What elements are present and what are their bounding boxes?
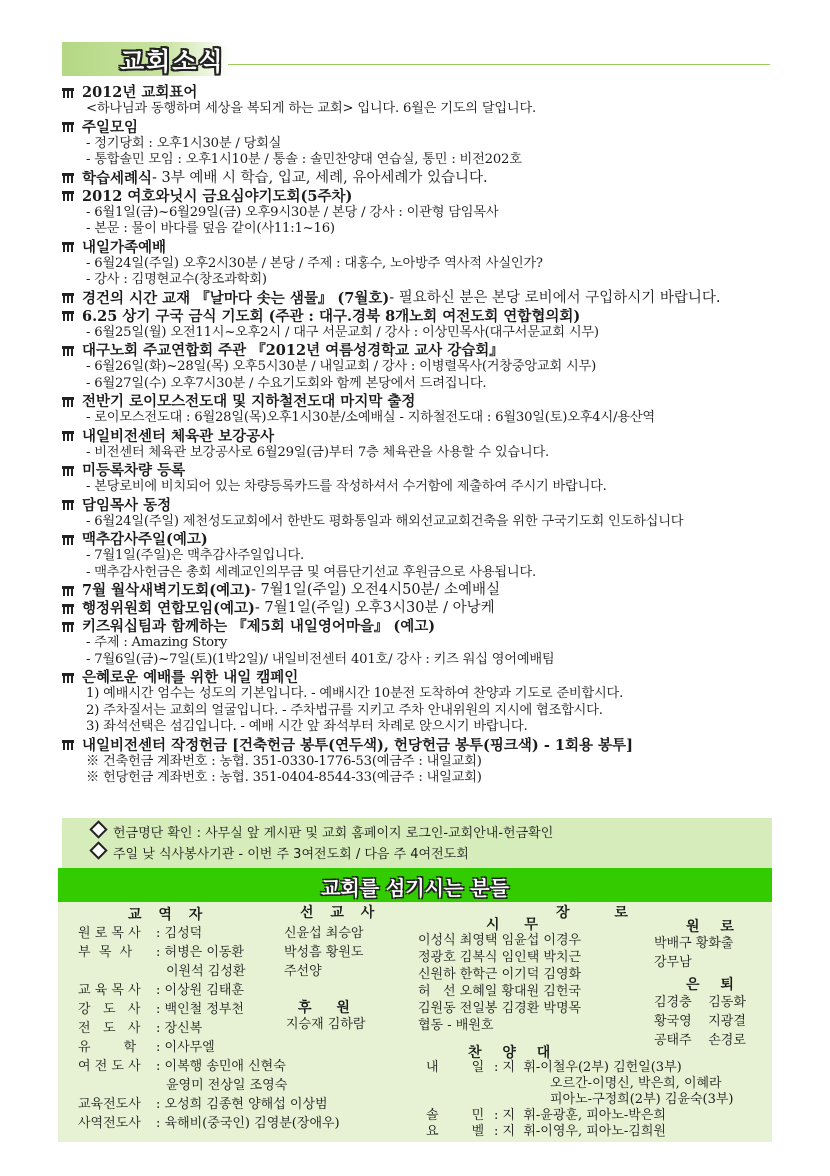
choir-row xyxy=(426,1076,734,1092)
active-elder-row: 정광호 김복식 임인택 박치근 xyxy=(418,950,582,965)
missionary-names: 박성흠 황원도 xyxy=(284,945,364,960)
news-item-detail: - 6월25일(월) 오전11시~오후2시 / 대구 서문교회 / 강사 : 이상민목사(대구서문교회 시무) xyxy=(86,324,599,340)
news-item-heading: 6.25 상기 구국 금식 기도회 (주관 : 대구.경북 8개노회 여전도회 연합협의회) xyxy=(82,307,581,325)
diamond-bullet-icon xyxy=(89,820,107,838)
news-item xyxy=(62,531,782,581)
retired-list xyxy=(654,993,746,1050)
bullet-icon xyxy=(62,431,74,441)
choir-detail: : 지 휘-이영우, 피아노-김희원 xyxy=(494,1124,666,1139)
news-item xyxy=(62,582,782,599)
missionary-list xyxy=(284,924,363,981)
news-item-heading: 2012년 교회표어 xyxy=(82,84,198,101)
news-item-heading: 주일모임 xyxy=(82,118,139,136)
news-item-inline-detail: - 필요하신 분은 본당 로비에서 구입하시기 바랍니다. xyxy=(389,289,721,306)
emeritus-names: 박배구 황화출 xyxy=(654,936,734,951)
retired-names: 김경충 김동화 xyxy=(654,995,746,1010)
news-item-title xyxy=(62,531,782,548)
bullet-icon xyxy=(62,586,74,596)
staff-banner xyxy=(58,868,772,902)
clergy-role: 교육전도사 xyxy=(78,1097,141,1112)
news-item-detail: ※ 헌당헌금 계좌번호 : 농협. 351-0404-8544-33(예금주 : 내일교회) xyxy=(86,770,482,785)
emeritus-list xyxy=(654,934,733,972)
choir-row xyxy=(426,1108,734,1124)
choir-row xyxy=(426,1060,734,1076)
clergy-role: 유 학 xyxy=(78,1040,137,1055)
active-elder-heading: 시 무 xyxy=(486,917,548,933)
news-item xyxy=(62,188,782,238)
clergy-names: : 김성덕 xyxy=(156,926,203,941)
bullet-icon xyxy=(62,466,74,476)
news-item xyxy=(62,84,782,118)
news-item-heading: 7월 월삭새벽기도회(예고) xyxy=(82,582,251,599)
news-item-heading: 은혜로운 예배를 위한 내일 캠페인 xyxy=(82,669,299,686)
news-item-inline-detail: - 7월1일(주일) 오전4시50분/ 소예배실 xyxy=(250,582,501,598)
news-item xyxy=(62,342,782,392)
news-item-title xyxy=(62,239,782,256)
choir-name: 요 벨 xyxy=(426,1124,485,1139)
news-item-detail: - 6월24일(주일) 제천성도교회에서 한반도 평화통일과 해외선교교회건축을 위한 구국기도회 인도하십니다 xyxy=(86,513,684,529)
clergy-names: : 장신복 xyxy=(156,1021,203,1036)
news-item-detail: - 6월26일(화)~28일(목) 오후5시30분 / 내일교회 / 강사 : 이병렬목사(거창중앙교회 시무) xyxy=(86,359,597,374)
clergy-role: 전 도 사 xyxy=(78,1021,141,1036)
emeritus-names: 강무남 xyxy=(654,955,692,970)
section-header xyxy=(62,40,770,80)
choir-name: 내 일 xyxy=(426,1060,485,1075)
news-item xyxy=(62,462,782,496)
news-item-detail: - 6월24일(주일) 오후2시30분 / 본당 / 주제 : 대홍수, 노아방주 역사적 사실인가? xyxy=(86,255,543,271)
clergy-names: : 이사무엘 xyxy=(156,1040,215,1055)
clergy-role: 부 목 사 xyxy=(78,945,133,960)
news-item-heading: 내일비전센터 체육관 보강공사 xyxy=(82,427,275,445)
bullet-icon xyxy=(62,740,74,750)
news-item-heading: 경건의 시간 교재 『날마다 솟는 샘물』 (7월호) xyxy=(82,289,390,307)
choir-heading: 찬 양 대 xyxy=(468,1045,559,1061)
bullet-icon xyxy=(62,397,74,407)
news-item-heading: 담임목사 동정 xyxy=(82,496,172,514)
news-item xyxy=(62,393,782,427)
clergy-names: : 오성희 김종현 양해섭 이상범 xyxy=(156,1097,328,1112)
missionary-names: 주선양 xyxy=(284,964,322,979)
news-item-heading: 내일비전센터 작정헌금 [건축헌금 봉투(연두색), 헌당헌금 봉투(핑크색) - 1회용 봉투] xyxy=(82,736,633,754)
news-item-heading: 2012 여호와닛시 금요심야기도회(5주차) xyxy=(82,187,353,205)
news-item-title xyxy=(62,188,782,205)
bullet-icon xyxy=(62,122,74,132)
bullet-icon xyxy=(62,535,74,545)
news-item xyxy=(62,737,782,787)
choir-row xyxy=(426,1092,734,1108)
clergy-names: : 백인철 정부천 xyxy=(156,1002,244,1017)
news-item-heading: 키즈워십팀과 함께하는 『제5회 내일영어마을』 (예고) xyxy=(82,618,436,635)
active-elder-row: 협동 - 배원호 xyxy=(418,1018,494,1033)
news-item xyxy=(62,290,782,307)
news-item-detail: - 주제 : Amazing Story xyxy=(86,635,228,650)
missionary-heading: 선 교 사 xyxy=(300,905,381,921)
clergy-role: 사역전도사 xyxy=(78,1116,141,1131)
staff-section xyxy=(58,902,772,1142)
news-item-detail: - 통합솔민 모임 : 오후1시10분 / 통솔 : 솔민찬양대 연습실, 통민 : 비전202호 xyxy=(86,152,522,167)
news-item-title xyxy=(62,428,782,445)
news-item-heading: 학습세례식 xyxy=(82,169,153,187)
choir-list xyxy=(426,1060,734,1140)
bullet-icon xyxy=(62,604,74,614)
news-item-detail: - 강사 : 김명현교수(창조과학회) xyxy=(86,272,267,287)
news-item-detail: - 7월1일(주일)은 맥추감사주일입니다. xyxy=(86,548,305,563)
news-item-heading: 행정위원회 연합모임(예고) xyxy=(82,600,255,617)
bullet-icon xyxy=(62,673,74,683)
bullet-icon xyxy=(62,88,74,98)
header-rule xyxy=(228,64,770,65)
news-item-detail: <하나님과 동행하며 세상을 복되게 하는 교회> 입니다. 6월은 기도의 달입니다. xyxy=(86,101,536,116)
choir-row xyxy=(426,1124,734,1140)
clergy-row xyxy=(78,1057,340,1076)
staff-banner-title: 교회를 섬기시는 분들 xyxy=(321,876,509,900)
news-item xyxy=(62,618,782,668)
news-item-heading: 전반기 로이모스전도대 및 지하철전도대 마지막 출정 xyxy=(82,393,416,410)
retired-heading: 은 퇴 xyxy=(686,977,742,993)
elder-heading: 장 로 xyxy=(556,905,648,921)
news-item-detail: 1) 예배시간 엄수는 성도의 기본입니다. - 예배시간 10분전 도착하여 찬양과 기도로 준비합시다. xyxy=(86,686,624,701)
news-item-detail: - 6월27일(수) 오후7시30분 / 수요기도회와 함께 본당에서 드려집니다. xyxy=(86,375,487,391)
clergy-row xyxy=(78,1114,340,1133)
clergy-role xyxy=(78,1076,156,1095)
news-item-detail: - 맥추감사헌금은 총회 세례교인의무금 및 여름단기선교 후원금으로 사용됩니다. xyxy=(86,564,536,580)
news-item-detail: - 로이모스전도대 : 6월28일(목)오후1시30분/소예배실 - 지하철전도대 : 6월30일(토)오후4시/용산역 xyxy=(86,410,655,425)
news-item-title xyxy=(62,342,782,359)
news-item-heading: 미등록차량 등록 xyxy=(82,462,186,479)
active-elder-row: 신원하 한학근 이기덕 김영화 xyxy=(418,967,582,982)
news-item xyxy=(62,170,782,187)
notice-line: 주일 낮 식사봉사기관 - 이번 주 3여전도회 / 다음 주 4여전도회 xyxy=(62,844,772,865)
bullet-icon xyxy=(62,622,74,632)
news-item-title xyxy=(62,669,782,686)
news-item xyxy=(62,428,782,462)
choir-detail: : 지 휘-이철우(2부) 김헌일(3부) xyxy=(494,1060,682,1075)
news-item-detail: 2) 주차질서는 교회의 얼굴입니다. - 주차법규를 지키고 주차 안내위원의 지시에 협조합시다. xyxy=(86,702,603,718)
news-item-title xyxy=(62,497,782,514)
news-item-title xyxy=(62,737,782,754)
active-elder-row: 이성식 최영택 임윤섭 이경우 xyxy=(418,933,582,948)
news-item-detail: - 본문 : 물이 바다를 덮음 같이(사11:1~16) xyxy=(86,221,335,236)
news-item-title xyxy=(62,462,782,479)
news-item-title xyxy=(62,308,782,325)
news-item-detail: ※ 건축헌금 계좌번호 : 농협. 351-0330-1776-53(예금주 : 내일교회) xyxy=(86,753,482,769)
news-item xyxy=(62,600,782,617)
clergy-names: : 이상원 김태훈 xyxy=(156,983,244,998)
clergy-names: 윤영미 전상일 조영숙 xyxy=(166,1078,288,1093)
news-item-title xyxy=(62,618,782,635)
clergy-role: 여 전 도 사 xyxy=(78,1059,141,1074)
clergy-role: 원 로 목 사 xyxy=(78,926,141,941)
active-elder-list xyxy=(418,932,581,1034)
news-list xyxy=(62,84,782,788)
news-item xyxy=(62,669,782,736)
news-item xyxy=(62,239,782,289)
news-item-title xyxy=(62,600,782,617)
clergy-names: : 육해비(중국인) 김영분(장애우) xyxy=(156,1116,340,1131)
retired-names: 공태주 손경로 xyxy=(654,1033,746,1048)
supporter-names: 지승재 김하람 xyxy=(286,1017,366,1032)
clergy-role xyxy=(78,962,156,981)
news-item-title xyxy=(62,170,782,187)
news-item-detail: - 본당로비에 비치되어 있는 차량등록카드를 작성하셔서 수거함에 제출하여 주시기 바랍니다. xyxy=(86,479,607,494)
section-title: 교회소식 xyxy=(120,47,225,76)
bullet-icon xyxy=(62,500,74,510)
news-item-inline-detail: - 3부 예배 시 학습, 입교, 세례, 유아세례가 있습니다. xyxy=(152,169,488,186)
diamond-bullet-icon xyxy=(89,841,107,859)
news-item xyxy=(62,308,782,342)
news-item-detail: - 6월1일(금)~6월29일(금) 오후9시30분 / 본당 / 강사 : 이관형 담임목사 xyxy=(86,204,499,220)
bullet-icon xyxy=(62,311,74,321)
clergy-row xyxy=(78,1076,340,1095)
bullet-icon xyxy=(62,191,74,201)
news-item-detail: - 정기당회 : 오후1시30분 / 당회실 xyxy=(86,135,282,151)
news-item-title xyxy=(62,582,782,599)
retired-names: 황국영 지광결 xyxy=(654,1014,746,1029)
bullet-icon xyxy=(62,173,74,183)
choir-name xyxy=(426,1092,494,1108)
choir-detail: 오르간-이명신, 박은희, 이혜라 xyxy=(550,1076,722,1091)
emeritus-heading: 원 로 xyxy=(686,919,742,935)
clergy-row xyxy=(78,1095,340,1114)
news-item-title xyxy=(62,119,782,136)
notice-box xyxy=(62,818,772,868)
news-item-detail: - 비전센터 체육관 보강공사로 6월29일(금)부터 7층 체육관을 사용할 수 있습니다. xyxy=(86,444,549,460)
active-elder-row: 허 선 오혜일 황대원 김헌국 xyxy=(418,984,581,999)
choir-detail: : 지 휘-윤광훈, 피아노-박은희 xyxy=(494,1108,666,1123)
clergy-row xyxy=(78,1038,340,1057)
news-item-heading: 맥추감사주일(예고) xyxy=(82,531,208,548)
news-item-title xyxy=(62,393,782,410)
missionary-names: 신윤섭 최승암 xyxy=(284,926,364,941)
choir-detail: 피아노-구정희(2부) 김윤숙(3부) xyxy=(550,1092,734,1107)
news-item-detail: 3) 좌석선택은 섬김입니다. - 예배 시간 앞 좌석부터 차례로 앉으시기 바랍니다. xyxy=(86,719,528,734)
bullet-icon xyxy=(62,242,74,252)
bullet-icon xyxy=(62,293,74,303)
clergy-role: 교 육 목 사 xyxy=(78,983,141,998)
news-item-heading: 대구노회 주교연합회 주관 『2012년 여름성경학교 교사 강습회』 xyxy=(82,342,504,359)
news-item-detail: - 7월6일(금)~7일(토)(1박2일)/ 내일비전센터 401호/ 강사 : 키즈 워십 영어예배팀 xyxy=(86,651,555,667)
news-item-title xyxy=(62,84,782,101)
choir-name: 솔 민 xyxy=(426,1108,485,1123)
active-elder-row: 김원동 전일봉 김경환 박명목 xyxy=(418,1001,582,1016)
clergy-names: 이원석 김성환 xyxy=(166,964,246,979)
clergy-names: : 이복행 송민애 신현숙 xyxy=(156,1059,286,1074)
clergy-role: 강 도 사 xyxy=(78,1002,141,1017)
news-item-heading: 내일가족예배 xyxy=(82,238,167,256)
notice-line: 헌금명단 확인 : 사무실 앞 게시판 및 교회 홈페이지 로그인-교회안내-헌금확인 xyxy=(62,823,772,844)
supporter-heading: 후 원 xyxy=(298,1000,360,1016)
news-item xyxy=(62,119,782,169)
choir-name xyxy=(426,1076,494,1092)
clergy-heading: 교 역 자 xyxy=(128,907,209,923)
bullet-icon xyxy=(62,346,74,356)
news-item-title xyxy=(62,290,782,307)
news-item-inline-detail: - 7월1일(주일) 오후3시30분 / 아낭케 xyxy=(254,600,495,616)
news-item xyxy=(62,497,782,531)
clergy-names: : 허병은 이동환 xyxy=(156,945,244,960)
